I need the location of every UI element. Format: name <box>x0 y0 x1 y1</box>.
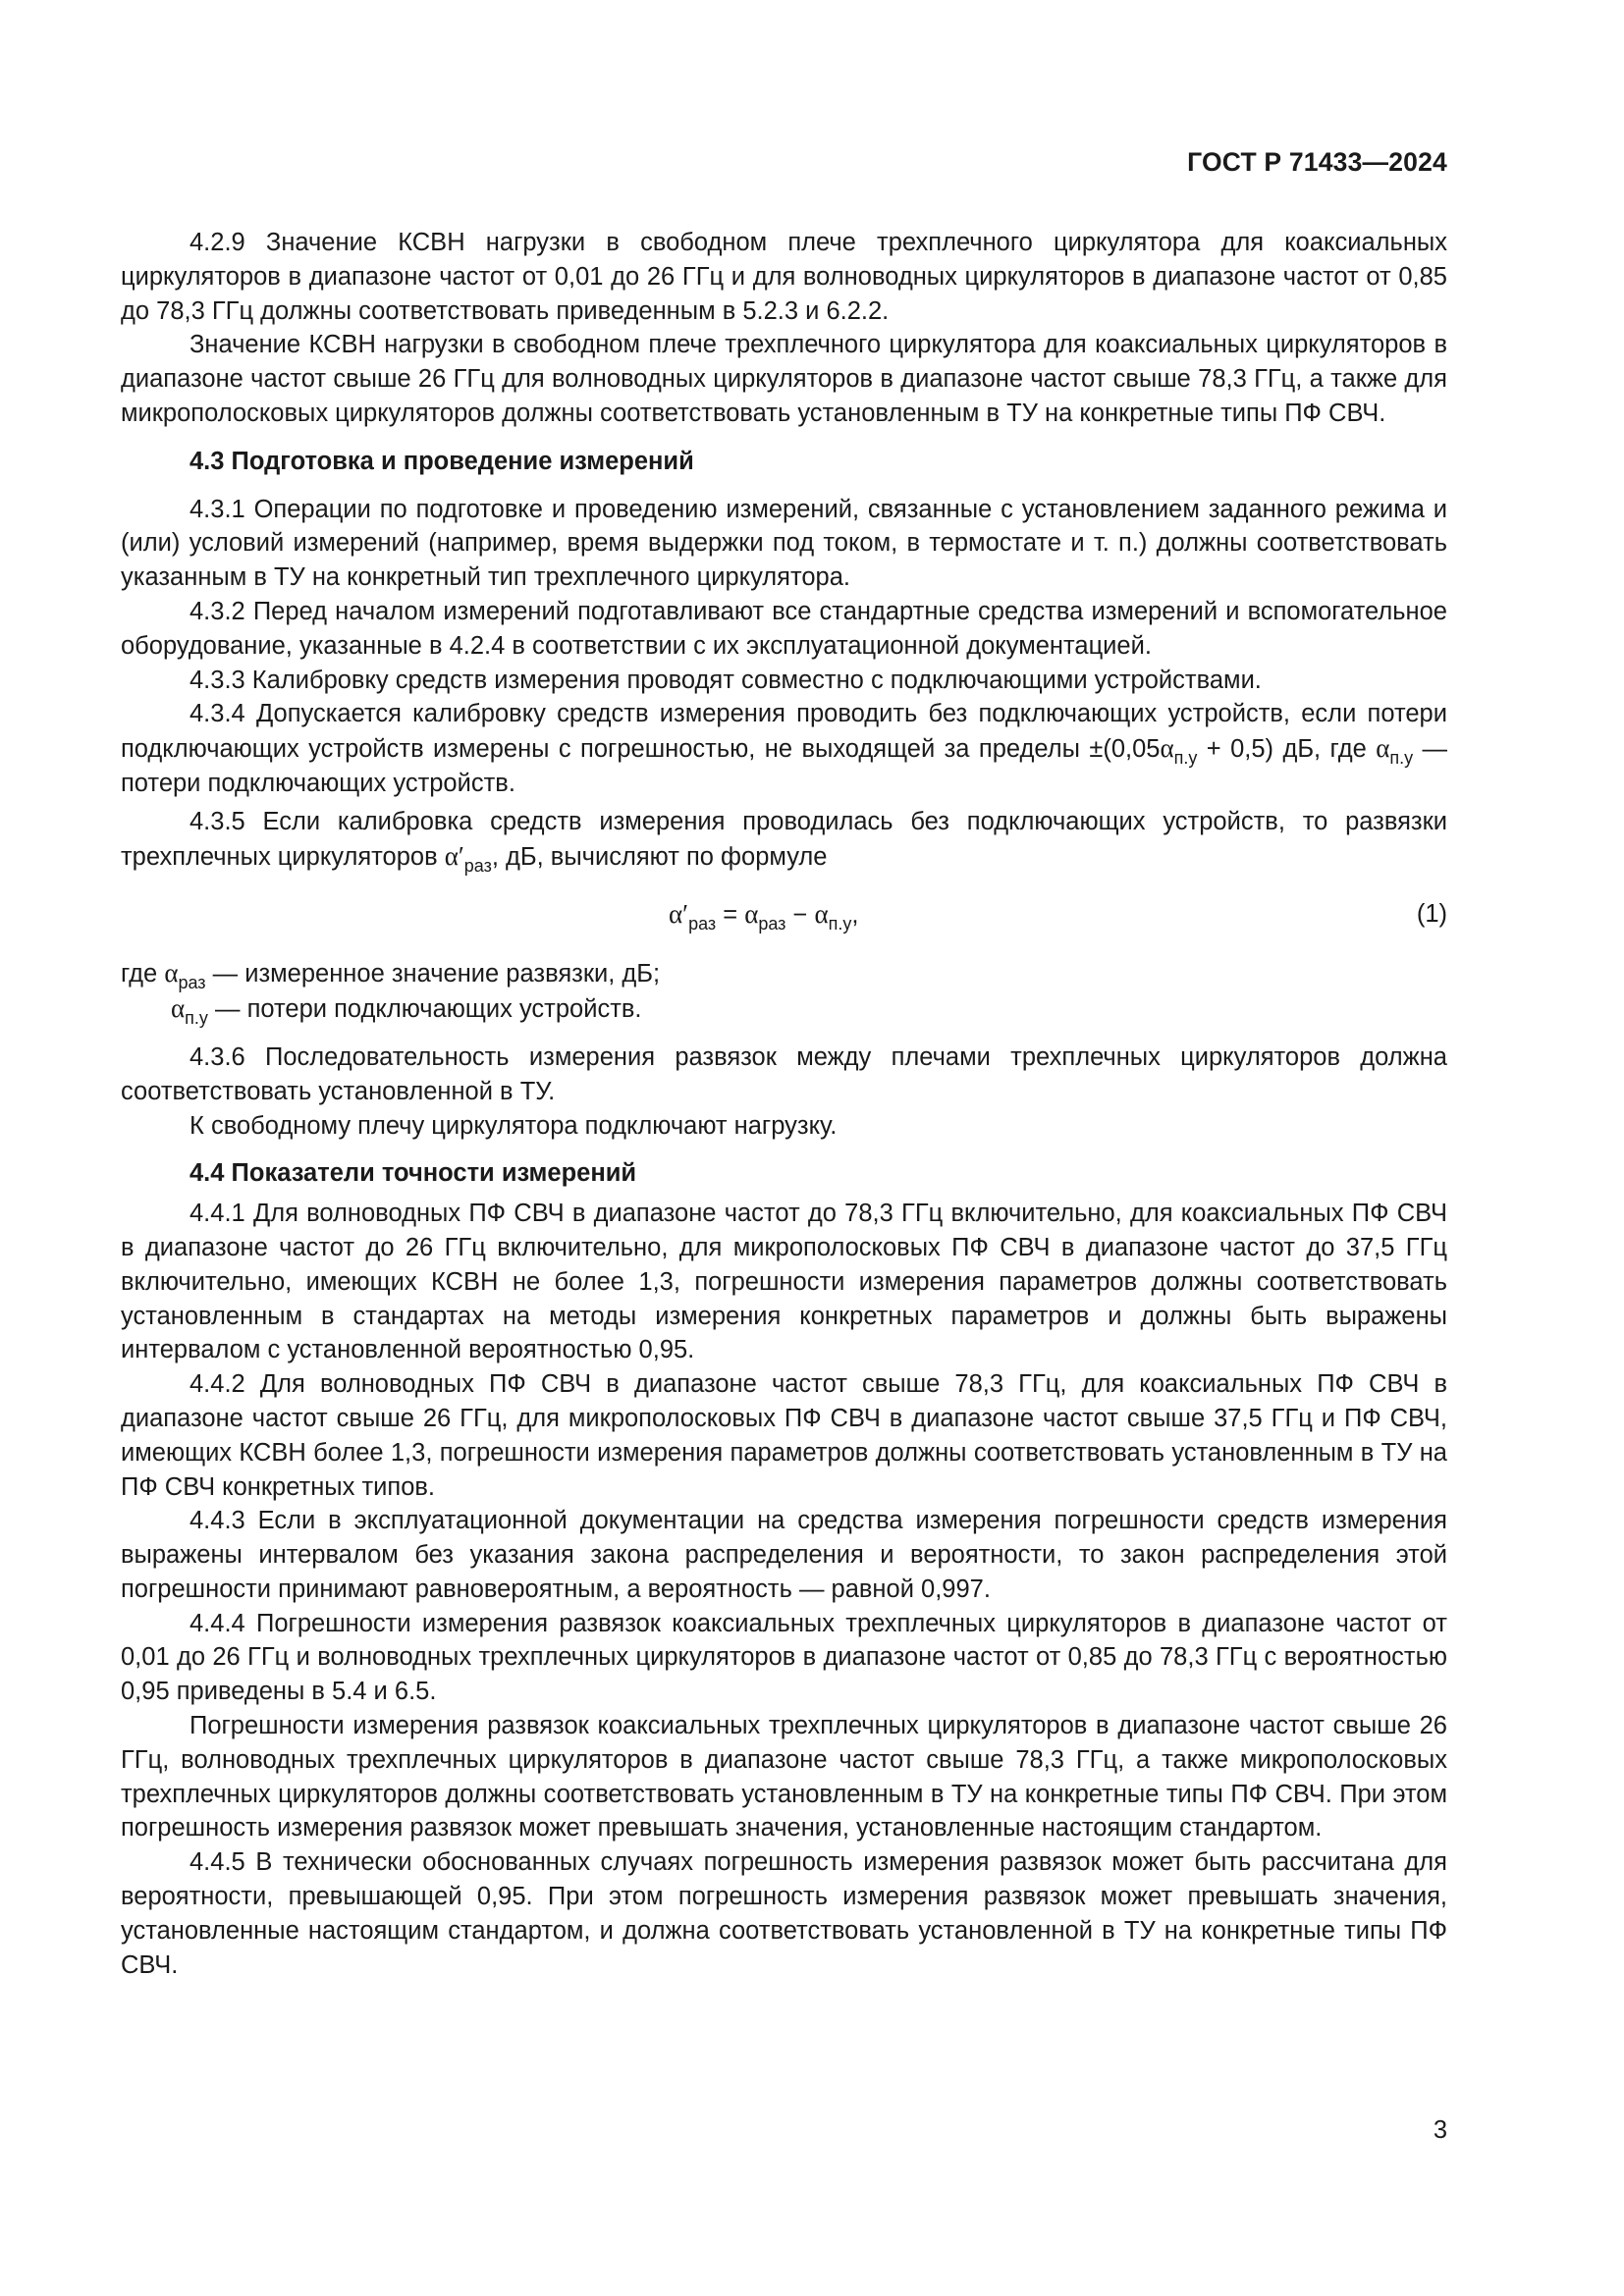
formula-1 <box>121 891 1447 938</box>
page-number: 3 <box>1433 2116 1447 2144</box>
paragraph-4-2-9: 4.2.9 Значение КСВН нагрузки в свободном плече трехплечного циркулятора для коаксиальных циркуляторов в диапазоне частот от 0,01 до 26 ГГц и для волноводных циркуляторов в диапазоне частот от 0,85 до 78,3 ГГц должны соответствовать приведенным в 5.2.3 и 6.2.2. <box>121 229 1447 325</box>
paragraph-4-4-5: 4.4.5 В технически обоснованных случаях погрешность измерения развязок может быть рассчитана для вероятности, превышающей 0,95. При этом погрешность измерения развязок может превышать значения, установленные настоящим стандартом, и должна соответствовать установленной в ТУ на конкретные типы ПФ СВЧ. <box>121 1848 1447 1979</box>
paragraph-4-4-4: 4.4.4 Погрешности измерения развязок коаксиальных трехплечных циркуляторов в диапазоне частот от 0,01 до 26 ГГц и волноводных трехплечных циркуляторов в диапазоне частот от 0,85 до 78,3 ГГц с вероятностью 0,95 приведены в 5.4 и 6.5. <box>121 1609 1447 1706</box>
paragraph-4-3-1: 4.3.1 Операции по подготовке и проведению измерений, связанные с установлением заданного режима и (или) условий измерений (например, время выдержки под током, в термостате и т. п.) должны соответствовать указанным в ТУ на конкретный тип трехплечного циркулятора. <box>121 495 1447 592</box>
paragraph-4-3-6-continued: К свободному плечу циркулятора подключают нагрузку. <box>189 1111 838 1140</box>
paragraph-4-3-2: 4.3.2 Перед началом измерений подготавливают все стандартные средства измерений и вспомогательное оборудование, указанные в 4.2.4 в соответствии с их эксплуатационной документацией. <box>121 597 1447 660</box>
paragraph-4-2-9-continued: Значение КСВН нагрузки в свободном плече трехплечного циркулятора для коаксиальных циркуляторов в диапазоне частот свыше 26 ГГц для волноводных циркуляторов в диапазоне частот свыше 78,3 ГГц, а также для микрополосковых циркуляторов должны соответствовать установленным в ТУ на конкретные типы ПФ СВЧ. <box>121 331 1447 427</box>
paragraph-4-3-4: 4.3.4 Допускается калибровку средств измерения проводить без подключающих устройств, если потери подключающих устройств измерены с погрешностью, не выходящей за пределы $\pm(0,05\alpha_{п.у} + 0,5)$ дБ, где $\alpha_{п.у}$ — потери подключающих устройств. <box>121 700 1448 797</box>
document-header: ГОСТ Р 71433—2024 <box>1187 147 1447 177</box>
alpha-prime-symbol: α′ <box>444 840 464 871</box>
alpha-symbol: α <box>1160 733 1174 764</box>
paragraph-4-4-3: 4.4.3 Если в эксплуатационной документации на средства измерения погрешности средств измерения выражены интервалом без указания закона распределения и вероятности, то закон распределения этой погрешности принимают равновероятным, а вероятность — равной 0,997. <box>121 1507 1447 1603</box>
paragraph-4-3-5: 4.3.5 Если калибровка средств измерения проводилась без подключающих устройств, то развязки трехплечных циркуляторов $\alpha'_{раз}$, дБ, вычисляют по формуле <box>121 807 1447 876</box>
legend-line: $\alpha_{п.у}$ — потери подключающих устройств. <box>171 993 642 1029</box>
paragraph-4-4-2: 4.4.2 Для волноводных ПФ СВЧ в диапазоне частот свыше 78,3 ГГц, для коаксиальных ПФ СВЧ в диапазоне частот свыше 26 ГГц, для микрополосковых ПФ СВЧ в диапазоне частот свыше 37,5 ГГц и ПФ СВЧ, имеющих КСВН более 1,3, погрешности измерения параметров должны соответствовать установленным в ТУ на ПФ СВЧ конкретных типов. <box>121 1370 1447 1501</box>
paragraph-4-4-4-continued: Погрешности измерения развязок коаксиальных трехплечных циркуляторов в диапазоне частот свыше 26 ГГц, волноводных трехплечных циркуляторов в диапазоне частот свыше 78,3 ГГц, а также микрополосковых трехплечных циркуляторов должны соответствовать установленным в ТУ на конкретные типы ПФ СВЧ. При этом погрешность измерения развязок может превышать значения, установленные настоящим стандартом. <box>121 1712 1447 1842</box>
legend-line: где $\alpha_{раз}$ — измеренное значение развязки, дБ; <box>121 958 661 993</box>
section-heading-4-4: 4.4 Показатели точности измерений <box>189 1159 637 1188</box>
paragraph-4-4-1: 4.4.1 Для волноводных ПФ СВЧ в диапазоне частот до 78,3 ГГц включительно, для коаксиальных ПФ СВЧ в диапазоне частот до 26 ГГц включительно, для микрополосковых ПФ СВЧ в диапазоне частот до 37,5 ГГц включительно, имеющих КСВН не более 1,3, погрешности измерения параметров должны соответствовать установленным в стандартах на методы измерения конкретных параметров и должны быть выражены интервалом с установленной вероятностью 0,95. <box>121 1200 1447 1364</box>
formula-expression: $\alpha'_{раз} = \alpha_{раз} - \alpha_{п.у}$, <box>669 899 859 934</box>
paragraph-4-3-3: 4.3.3 Калибровку средств измерения проводят совместно с подключающими устройствами. <box>189 666 1262 694</box>
formula-number: (1) <box>1416 900 1447 929</box>
document-body <box>121 226 1447 1982</box>
paragraph-4-3-6: 4.3.6 Последовательность измерения развязок между плечами трехплечных циркуляторов должна соответствовать установленной в ТУ. <box>121 1042 1447 1105</box>
formula-legend <box>121 956 1447 1027</box>
alpha-symbol: α <box>1376 733 1390 764</box>
section-heading-4-3: 4.3 Подготовка и проведение измерений <box>189 447 694 475</box>
